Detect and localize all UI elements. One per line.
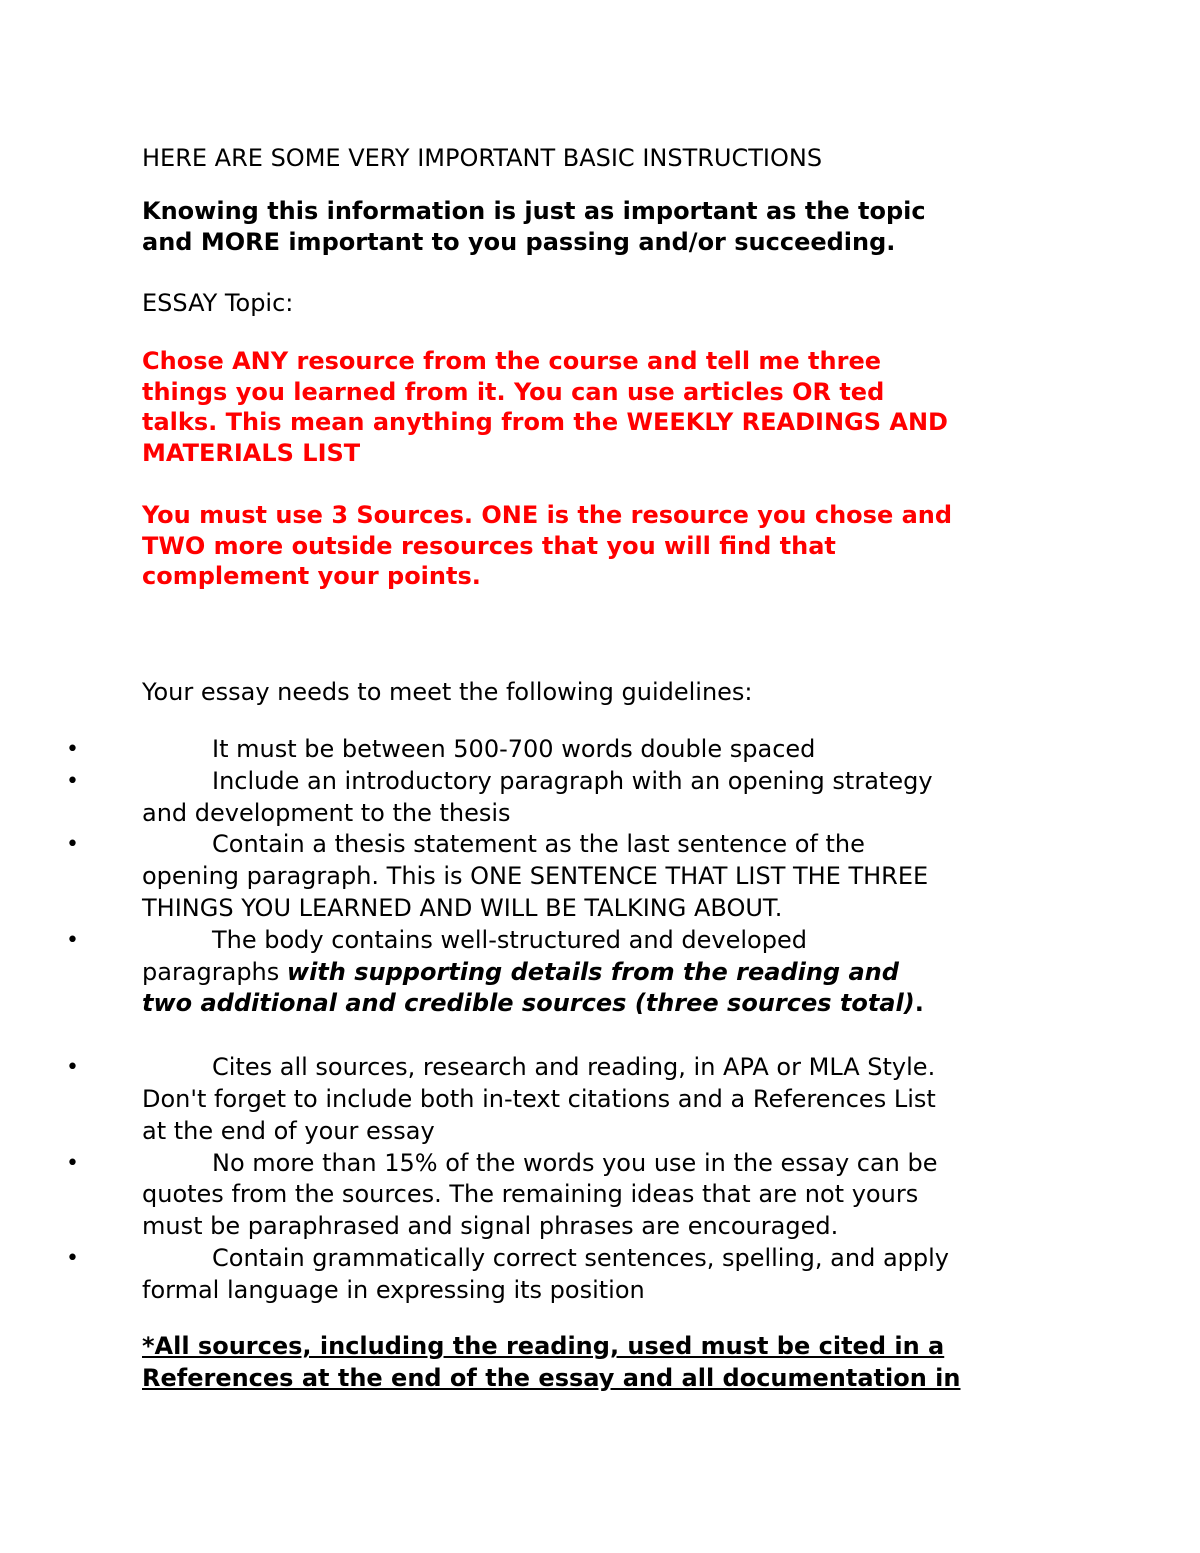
sources-line: You must use 3 Sources. ONE is the resource you chose and (142, 501, 953, 529)
bullet-icon: • (66, 1150, 79, 1176)
list-item (66, 734, 1082, 766)
list-item (66, 925, 1082, 1020)
topic-line: MATERIALS LIST (142, 438, 361, 467)
sources-line: complement your points. (142, 562, 481, 590)
guideline-text: Contain grammatically correct sentences, spelling, and apply (212, 1243, 949, 1272)
list-item (66, 1148, 1082, 1243)
bullet-icon: • (66, 768, 79, 794)
intro-paragraph (142, 196, 926, 258)
topic-line: talks. This mean anything from the WEEKLY READINGS AND (142, 408, 948, 436)
guideline-emphasis: two additional and credible sources (three sources total) (142, 989, 915, 1018)
guideline-text: Include an introductory paragraph with an opening strategy (212, 766, 933, 795)
citation-note-line: *All sources, including the reading, used must be cited in a (142, 1332, 945, 1360)
intro-line: and MORE important to you passing and/or succeeding. (142, 228, 896, 256)
list-item (66, 766, 1082, 830)
guideline-text: Contain a thesis statement as the last sentence of the (212, 830, 865, 859)
citation-note (142, 1331, 961, 1394)
guideline-text: and development to the thesis (142, 798, 511, 827)
guideline-text: at the end of your essay (142, 1116, 435, 1145)
guideline-text: quotes from the sources. The remaining ideas that are not yours (142, 1180, 919, 1209)
bullet-icon: • (66, 832, 79, 858)
sources-line: TWO more outside resources that you will find that (142, 531, 836, 560)
topic-line: things you learned from it. You can use articles OR ted (142, 377, 885, 406)
list-item (66, 1243, 1082, 1307)
guideline-text: paragraphs (142, 957, 287, 986)
guideline-text: No more than 15% of the words you use in the essay can be (212, 1148, 938, 1177)
essay-topic-paragraph (142, 346, 948, 468)
document-heading: HERE ARE SOME VERY IMPORTANT BASIC INSTRUCTIONS (142, 144, 823, 172)
intro-line: Knowing this information is just as important as the topic (142, 197, 926, 225)
guideline-emphasis: with supporting details from the reading and (286, 957, 899, 986)
guideline-text: It must be between 500-700 words double spaced (212, 735, 816, 763)
guideline-text: must be paraphrased and signal phrases are encouraged. (142, 1212, 839, 1241)
topic-line: Chose ANY resource from the course and tell me three (142, 347, 882, 375)
bullet-icon: • (66, 1055, 79, 1081)
sources-requirement-paragraph (142, 500, 952, 592)
guideline-text: . (914, 989, 924, 1018)
guidelines-intro: Your essay needs to meet the following guidelines: (142, 678, 753, 706)
guideline-text: formal language in expressing its position (142, 1275, 645, 1304)
guideline-text: Cites all sources, research and reading, in APA or MLA Style. (212, 1053, 936, 1082)
bullet-icon: • (66, 927, 79, 953)
citation-note-line: References at the end of the essay and all documentation in (142, 1363, 961, 1392)
guideline-text: THINGS YOU LEARNED AND WILL BE TALKING ABOUT. (142, 893, 783, 922)
list-item (66, 829, 1082, 924)
bullet-icon: • (66, 1245, 79, 1271)
essay-topic-label: ESSAY Topic: (142, 289, 294, 317)
guideline-text: The body contains well-structured and developed (212, 925, 807, 954)
list-item (66, 1052, 1082, 1147)
guideline-text: Don't forget to include both in-text citations and a References List (142, 1084, 936, 1113)
bullet-icon: • (66, 737, 79, 762)
guideline-text: opening paragraph. This is ONE SENTENCE THAT LIST THE THREE (142, 862, 929, 891)
guidelines-list (66, 734, 1082, 1307)
